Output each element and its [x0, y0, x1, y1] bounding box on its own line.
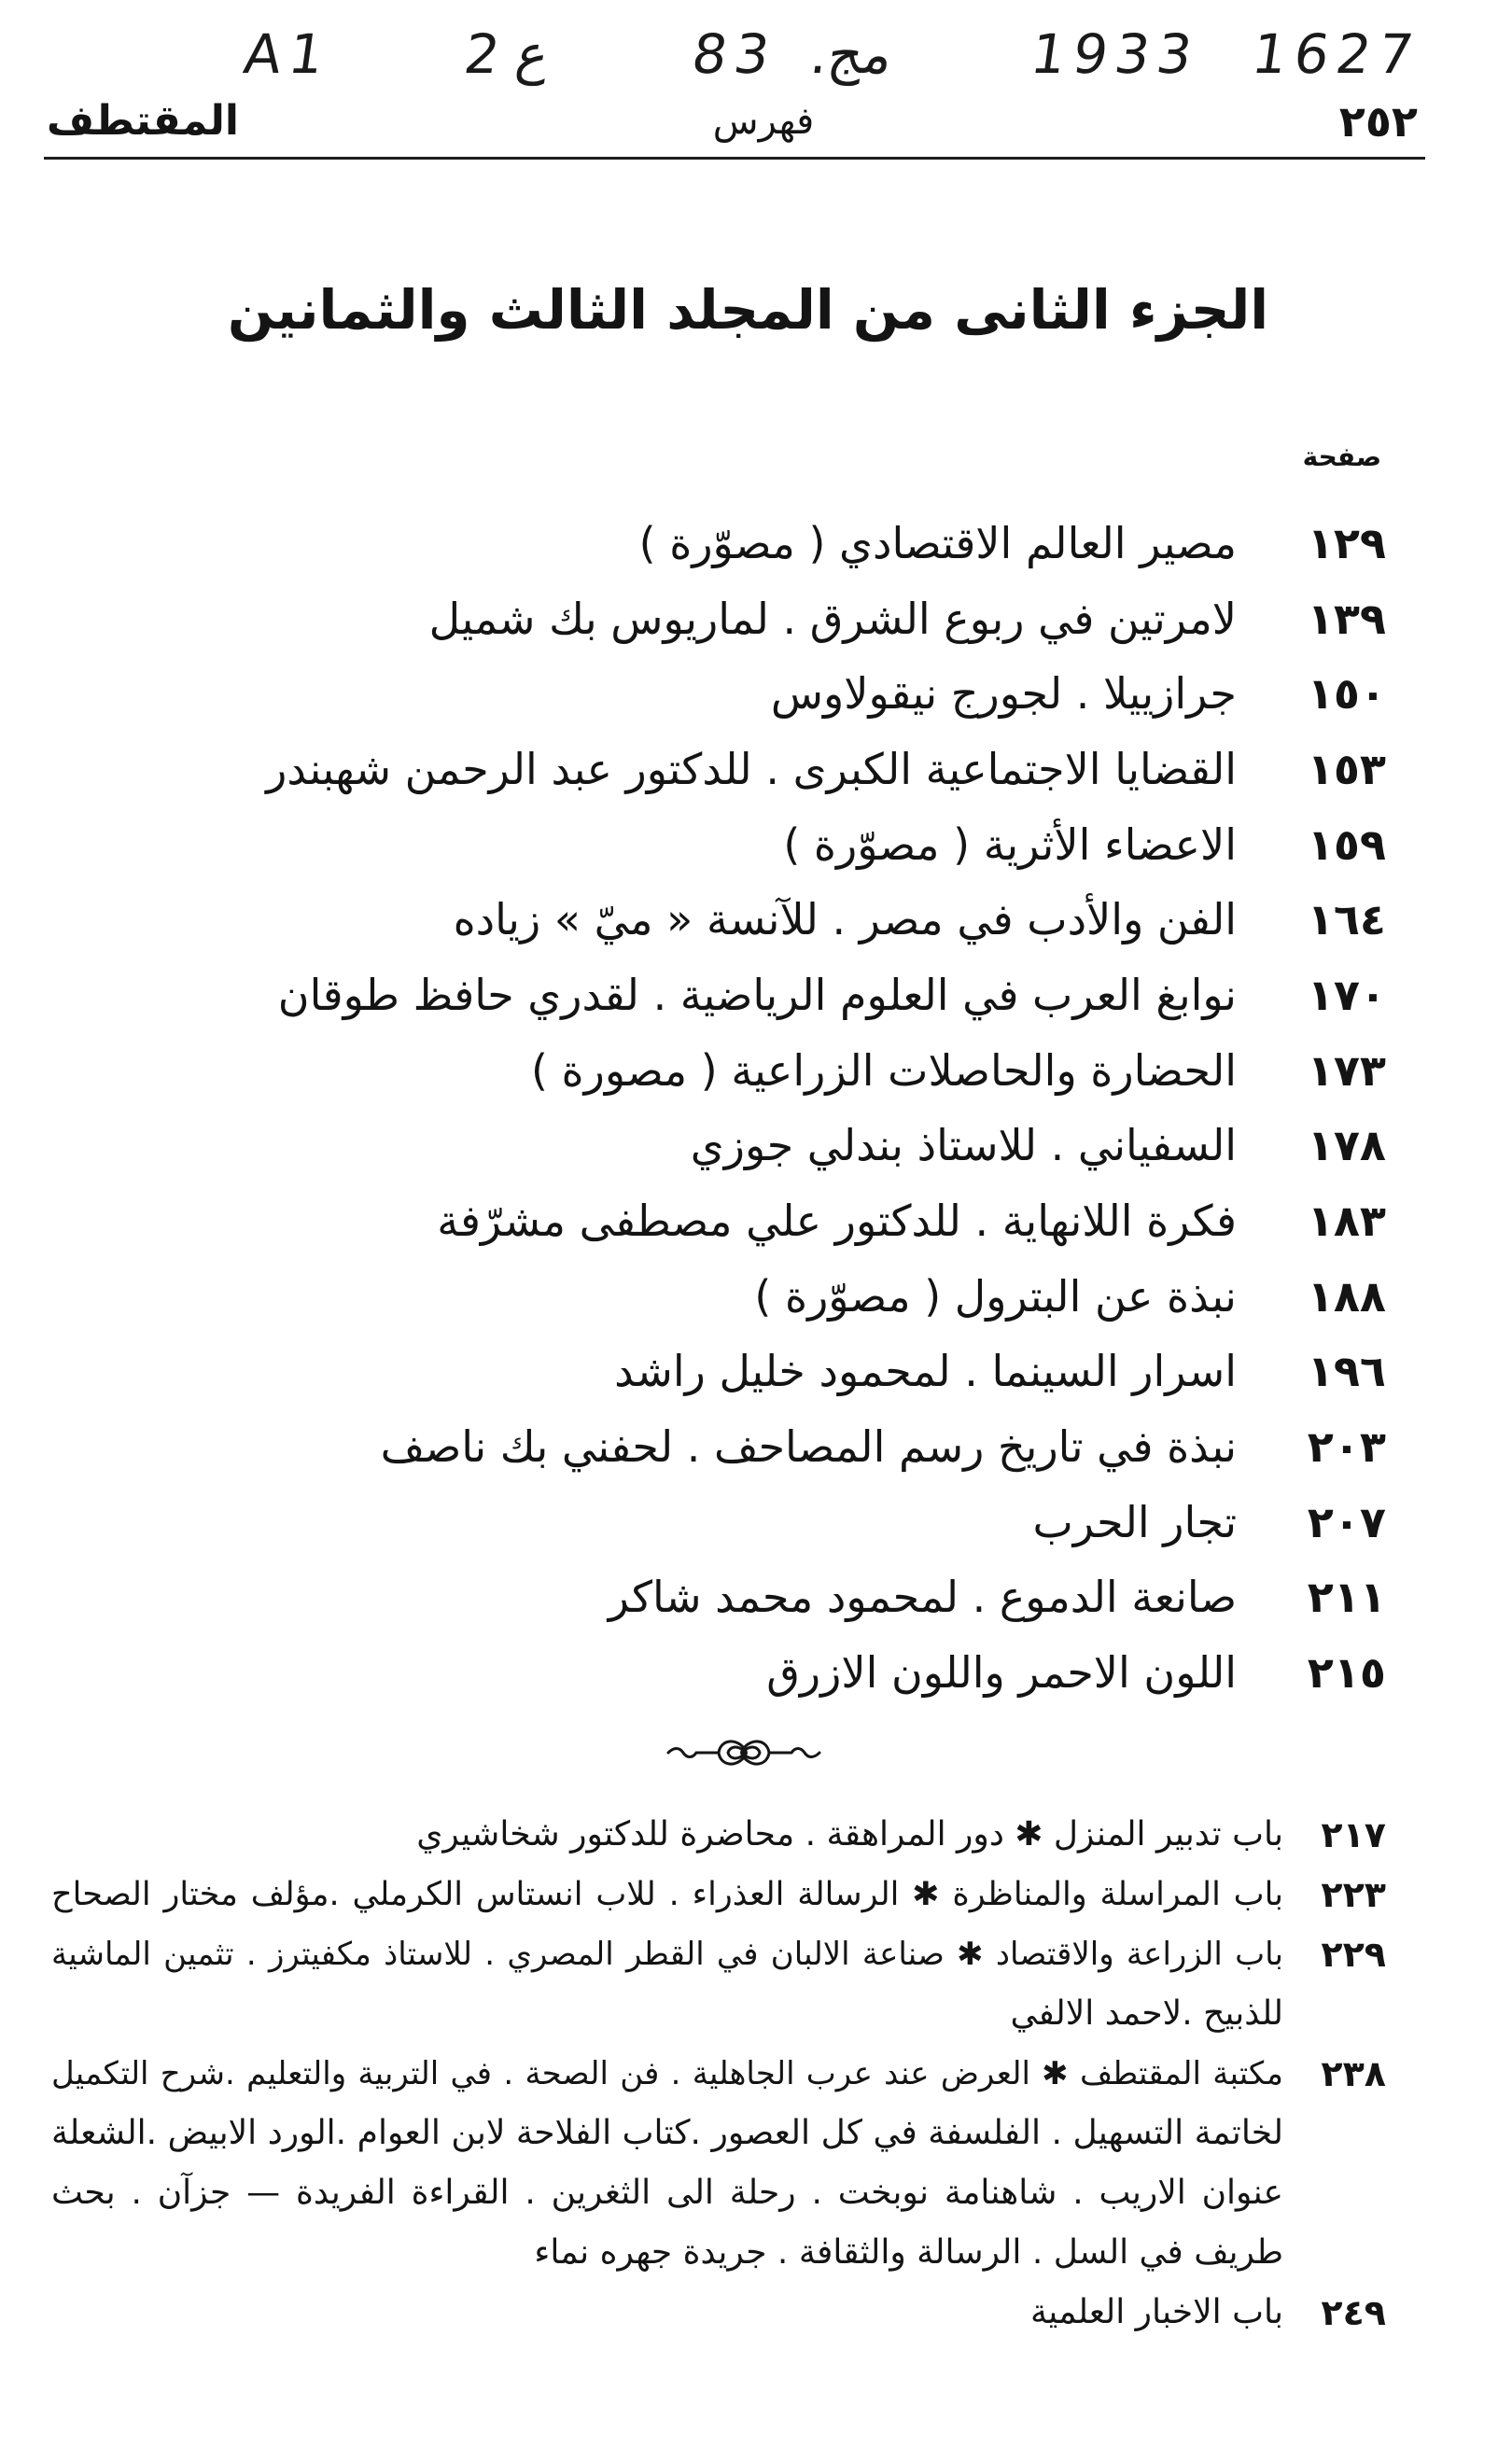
entry-page-number: ٢٠٧ [1307, 1496, 1386, 1547]
department-line [0, 2104, 1512, 2163]
entry-title: نوابغ العرب في العلوم الرياضية . لقدري حافظ طوقان [277, 969, 1237, 1020]
department-line [0, 2044, 1512, 2104]
contents-entry [0, 1560, 1512, 1635]
entry-page-number: ١٣٩ [1307, 593, 1386, 644]
entry-page-number: ١٧٠ [1307, 969, 1386, 1020]
entry-page-number: ١٧٨ [1307, 1120, 1386, 1171]
entry-text-line: باب الاخبار العلمية [1029, 2293, 1283, 2331]
ornament-divider [665, 1728, 823, 1775]
page-number: ٢٥٢ [1338, 96, 1418, 147]
contents-entry [0, 506, 1512, 581]
entry-text-line: مكتبة المقتطف ✱ العرض عند عرب الجاهلية . فن الصحة . في التربية والتعليم .شرح التكميل [51, 2055, 1283, 2092]
annotation-catalog-number: 1627 [1248, 22, 1425, 86]
department-line [0, 1805, 1512, 1865]
contents-list [0, 506, 1512, 1711]
entry-page-number: ٢٠٣ [1307, 1420, 1386, 1472]
entry-title: الحضارة والحاصلات الزراعية ( مصورة ) [530, 1044, 1237, 1096]
entry-text-line: عنوان الاريب . شاهنامة نوبخت . رحلة الى الثغرين . القراءة الفريدة — جزآن . بحث [51, 2174, 1283, 2212]
entry-page-number: ١٧٣ [1307, 1044, 1386, 1096]
ornament-center-dot [740, 1749, 748, 1756]
contents-entry [0, 1259, 1512, 1335]
header-rule [44, 157, 1425, 160]
contents-entry [0, 958, 1512, 1033]
entry-title: اسرار السينما . لمحمود خليل راشد [614, 1346, 1237, 1397]
contents-entry [0, 581, 1512, 657]
entry-title: الاعضاء الأثرية ( مصوّرة ) [783, 818, 1237, 870]
contents-entry [0, 1334, 1512, 1409]
entry-page-number: ١٦٤ [1307, 894, 1386, 945]
entry-page-number: ٢٢٩ [1321, 1934, 1386, 1975]
page-column-label: صفحة [1302, 441, 1381, 472]
entry-page-number: ٢٤٩ [1321, 2292, 1386, 2333]
entry-text-line: طريف في السل . الرسالة والثقافة . جريدة جهره نماء [534, 2233, 1283, 2272]
entry-title: الفن والأدب في مصر . للآنسة « ميّ » زياده [453, 894, 1237, 945]
entry-text-line: للذبيح .لاحمد الالفي [1010, 1994, 1283, 2033]
department-line [0, 1984, 1512, 2044]
journal-name: المقتطف [47, 97, 239, 145]
entry-page-number: ١٢٩ [1307, 518, 1386, 568]
department-line [0, 1865, 1512, 1924]
department-entry [0, 1805, 1512, 1865]
entry-page-number: ١٨٨ [1307, 1270, 1386, 1322]
department-entry [0, 1924, 1512, 2044]
entry-title: القضايا الاجتماعية الكبرى . للدكتور عبد الرحمن شهبندر [266, 743, 1237, 794]
entry-title: تجار الحرب [1032, 1496, 1237, 1547]
contents-entry [0, 1409, 1512, 1485]
entry-page-number: ٢١١ [1307, 1572, 1386, 1623]
entry-page-number: ٢١٥ [1307, 1646, 1386, 1698]
entry-text-line: باب تدبير المنزل ✱ دور المراهقة . محاضرة للدكتور شخاشيري [416, 1815, 1283, 1853]
department-entry [0, 2283, 1512, 2343]
entry-title: السفياني . للاستاذ بندلي جوزي [690, 1120, 1237, 1171]
entry-title: نبذة في تاريخ رسم المصاحف . لحفني بك ناصف [380, 1420, 1237, 1472]
contents-entry [0, 732, 1512, 807]
entry-title: لامرتين في ربوع الشرق . لماريوس بك شميل [428, 593, 1237, 644]
entry-page-number: ١٥٠ [1307, 668, 1386, 720]
entry-text-line: باب المراسلة والمناظرة ✱ الرسالة العذراء . للاب انستاس الكرملي .مؤلف مختار الصحاح [51, 1876, 1283, 1913]
annotation-series: A1 [240, 22, 336, 86]
entry-text-line: لخاتمة التسهيل . الفلسفة في كل العصور .كتاب الفلاحة لابن العوام .الورد الابيض .الشعلة [51, 2114, 1283, 2152]
department-line [0, 2223, 1512, 2283]
entry-title: مصير العالم الاقتصادي ( مصوّرة ) [638, 518, 1237, 568]
contents-entry [0, 1485, 1512, 1560]
entry-page-number: ١٥٩ [1307, 818, 1386, 870]
contents-entry [0, 1635, 1512, 1711]
annotation-part: 2 ع [460, 22, 553, 86]
entry-title: نبذة عن البترول ( مصوّرة ) [754, 1270, 1237, 1322]
department-line [0, 2283, 1512, 2343]
department-entry [0, 2044, 1512, 2283]
contents-entry [0, 1108, 1512, 1183]
page-title: الجزء الثانى من المجلد الثالث والثمانين [227, 278, 1269, 342]
section-name: فهرس [712, 100, 815, 143]
contents-entry [0, 882, 1512, 958]
entry-title: جرازييلا . لجورج نيقولاوس [770, 668, 1237, 720]
contents-entry [0, 1183, 1512, 1259]
entry-page-number: ١٨٣ [1307, 1195, 1386, 1246]
department-line [0, 1924, 1512, 1984]
contents-entry [0, 807, 1512, 883]
entry-title: اللون الاحمر واللون الازرق [766, 1646, 1237, 1698]
entry-page-number: ٢٢٣ [1321, 1874, 1386, 1915]
department-entry [0, 1865, 1512, 1924]
entry-page-number: ٢٣٨ [1321, 2053, 1386, 2094]
annotation-volume-number: 83 [688, 22, 781, 86]
entry-title: صانعة الدموع . لمحمود محمد شاكر [608, 1572, 1237, 1623]
contents-entry [0, 1033, 1512, 1109]
entry-title: فكرة اللانهاية . للدكتور علي مصطفى مشرّفة [437, 1195, 1237, 1246]
entry-page-number: ١٥٣ [1307, 743, 1386, 794]
annotation-year: 1933 [1027, 22, 1204, 86]
contents-entry [0, 656, 1512, 732]
entry-page-number: ١٩٦ [1307, 1346, 1386, 1397]
department-line [0, 2163, 1512, 2223]
entry-text-line: باب الزراعة والاقتصاد ✱ صناعة الالبان في القطر المصري . للاستاذ مكفيترز . تثمين الماشية [51, 1936, 1283, 1973]
entry-page-number: ٢١٧ [1321, 1814, 1386, 1855]
departments-list [0, 1805, 1512, 2343]
annotation-volume-mark: .مج [806, 22, 897, 86]
